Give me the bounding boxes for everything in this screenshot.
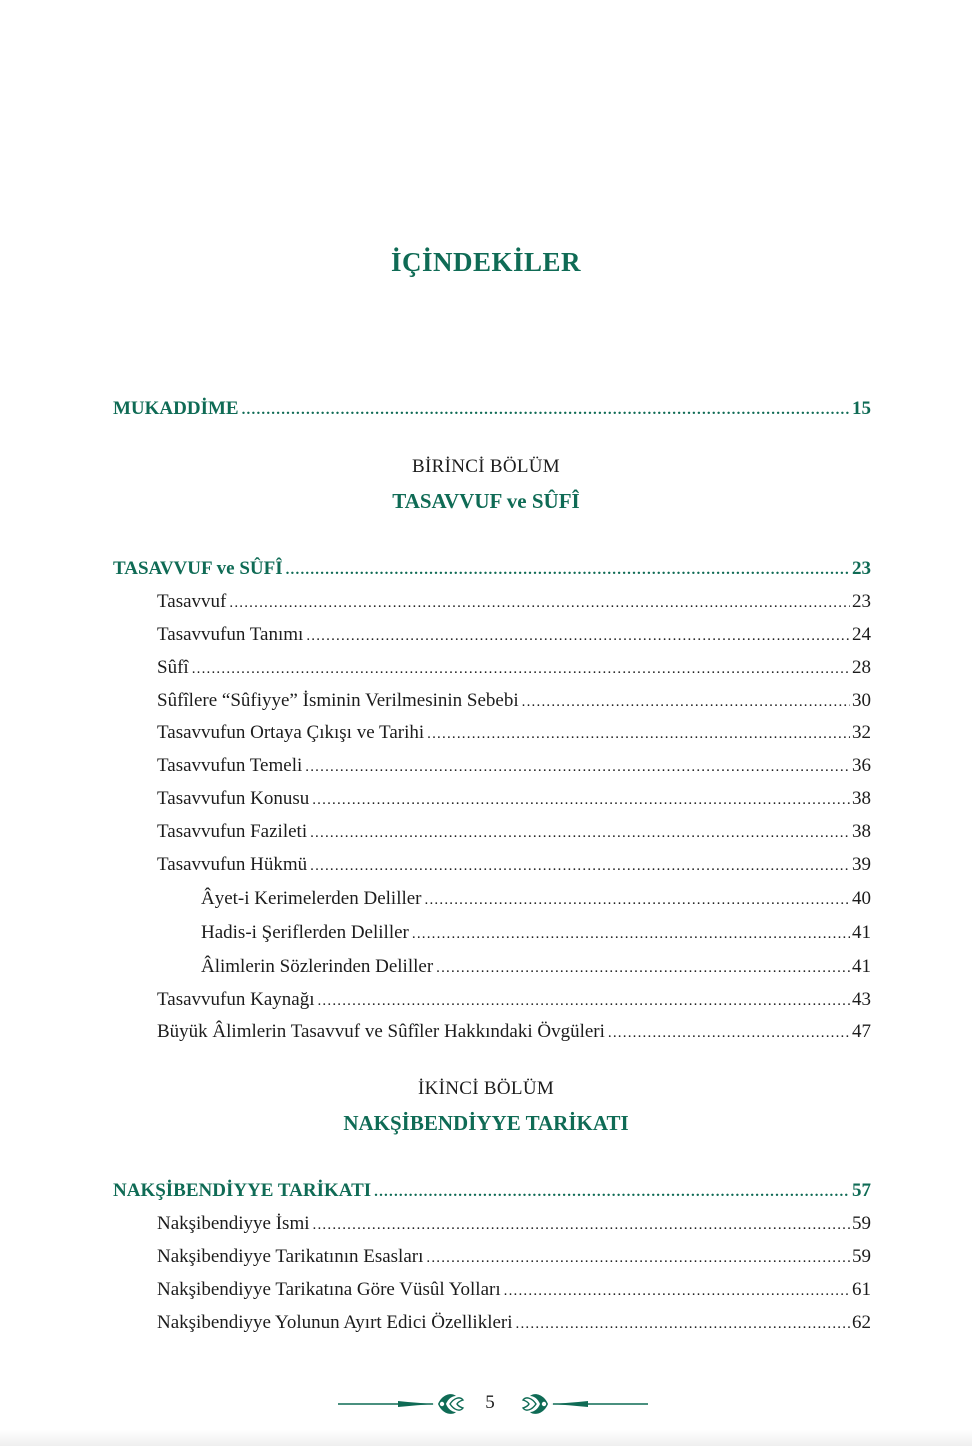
dot-leader <box>317 988 850 1014</box>
toc-entry-page: 32 <box>852 722 871 743</box>
page-edge-shadow <box>0 1430 972 1446</box>
toc-entry[interactable] <box>157 1019 871 1045</box>
toc-entry-label: Nakşibendiyye İsmi <box>157 1213 310 1234</box>
dot-leader <box>286 557 850 583</box>
dot-leader <box>426 1245 850 1271</box>
toc-entry-label: Âlimlerin Sözlerinden Deliller <box>201 956 434 977</box>
toc-entry[interactable] <box>201 886 871 912</box>
dot-leader <box>305 754 850 780</box>
dot-leader <box>425 887 850 913</box>
toc-entry[interactable] <box>157 589 871 615</box>
toc-entry-page: 24 <box>852 624 871 645</box>
toc-entry[interactable] <box>113 1178 871 1204</box>
toc-entry-page: 38 <box>852 821 871 842</box>
page-number: 5 <box>485 1392 495 1413</box>
toc-entry[interactable] <box>113 556 871 582</box>
toc-entry-label: Tasavvufun Konusu <box>157 788 310 809</box>
dot-leader <box>242 397 850 423</box>
toc-entry-label: Tasavvufun Kaynağı <box>157 989 315 1010</box>
toc-entry-label: Hadis-i Şeriflerden Deliller <box>201 922 409 943</box>
dot-leader <box>310 853 850 879</box>
dot-leader <box>374 1179 850 1205</box>
toc-entry-page: 23 <box>852 591 871 612</box>
toc-entry[interactable] <box>157 1244 871 1270</box>
toc-entry-mukaddime[interactable] <box>113 396 871 422</box>
toc-entry-page: 23 <box>852 558 871 579</box>
toc-entry-page: 15 <box>852 398 871 419</box>
toc-entry-page: 40 <box>852 888 871 909</box>
dot-leader <box>436 955 850 981</box>
toc-entry[interactable] <box>157 1211 871 1237</box>
toc-entry[interactable] <box>157 622 871 648</box>
toc-entry[interactable] <box>157 655 871 681</box>
floral-flourish-icon <box>338 1386 468 1422</box>
toc-entry-page: 59 <box>852 1246 871 1267</box>
dot-leader <box>229 590 850 616</box>
toc-entry-label: Tasavvufun Temeli <box>157 755 303 776</box>
toc-entry-page: 28 <box>852 657 871 678</box>
toc-entry-label: Büyük Âlimlerin Tasavvuf ve Sûfîler Hakkındaki Övgüleri <box>157 1021 605 1042</box>
toc-entry-label: Sûfîlere “Sûfiyye” İsminin Verilmesinin Sebebi <box>157 690 519 711</box>
toc-entry-page: 47 <box>852 1021 871 1042</box>
toc-entry-label: Tasavvufun Ortaya Çıkışı ve Tarihi <box>157 722 425 743</box>
toc-entry-page: 39 <box>852 854 871 875</box>
toc-entry-label: Sûfî <box>157 657 189 678</box>
toc-entry-label: Nakşibendiyye Tarikatına Göre Vüsûl Yolları <box>157 1279 501 1300</box>
toc-entry-page: 43 <box>852 989 871 1010</box>
toc-entry-label: Tasavvufun Hükmü <box>157 854 308 875</box>
dot-leader <box>306 623 850 649</box>
toc-entry-page: 41 <box>852 922 871 943</box>
toc-entry-label: Tasavvufun Fazileti <box>157 821 308 842</box>
toc-entry-page: 62 <box>852 1312 871 1333</box>
toc-entry[interactable] <box>157 688 871 714</box>
toc-entry-label: MUKADDİME <box>113 398 239 419</box>
toc-entry-page: 59 <box>852 1213 871 1234</box>
part1-kicker: BİRİNCİ BÖLÜM <box>412 456 560 477</box>
part2-title: NAKŞİBENDİYYE TARİKATI <box>343 1111 629 1135</box>
toc-entry-page: 57 <box>852 1180 871 1201</box>
dot-leader <box>412 921 850 947</box>
toc-entry-label: Âyet-i Kerimelerden Deliller <box>201 888 422 909</box>
dot-leader <box>516 1311 850 1337</box>
floral-flourish-icon <box>518 1386 648 1422</box>
toc-entry[interactable] <box>157 1277 871 1303</box>
toc-entry-page: 61 <box>852 1279 871 1300</box>
toc-entry-label: Tasavvuf <box>157 591 227 612</box>
dot-leader <box>312 787 850 813</box>
dot-leader <box>427 721 850 747</box>
toc-entry-page: 30 <box>852 690 871 711</box>
toc-entry[interactable] <box>157 819 871 845</box>
page-title: İÇİNDEKİLER <box>390 247 582 277</box>
toc-entry[interactable] <box>201 954 871 980</box>
toc-entry-label: Tasavvufun Tanımı <box>157 624 304 645</box>
toc-entry[interactable] <box>157 753 871 779</box>
part1-title: TASAVVUF ve SÛFÎ <box>392 489 580 513</box>
toc-entry[interactable] <box>157 987 871 1013</box>
dot-leader <box>310 820 850 846</box>
toc-entry-label: Nakşibendiyye Tarikatının Esasları <box>157 1246 424 1267</box>
dot-leader <box>608 1020 850 1046</box>
toc-entry[interactable] <box>157 786 871 812</box>
toc-entry-page: 41 <box>852 956 871 977</box>
page-footer <box>0 1386 972 1426</box>
part2-kicker: İKİNCİ BÖLÜM <box>417 1078 555 1099</box>
toc-entry[interactable] <box>157 720 871 746</box>
dot-leader <box>192 656 850 682</box>
dot-leader <box>313 1212 850 1238</box>
toc-entry-label: TASAVVUF ve SÛFÎ <box>113 558 283 579</box>
toc-entry-label: NAKŞİBENDİYYE TARİKATI <box>113 1180 372 1201</box>
dot-leader <box>522 689 850 715</box>
toc-entry[interactable] <box>201 920 871 946</box>
dot-leader <box>504 1278 850 1304</box>
toc-entry[interactable] <box>157 1310 871 1336</box>
toc-entry[interactable] <box>157 852 871 878</box>
toc-entry-page: 38 <box>852 788 871 809</box>
toc-entry-page: 36 <box>852 755 871 776</box>
toc-entry-label: Nakşibendiyye Yolunun Ayırt Edici Özellikleri <box>157 1312 513 1333</box>
